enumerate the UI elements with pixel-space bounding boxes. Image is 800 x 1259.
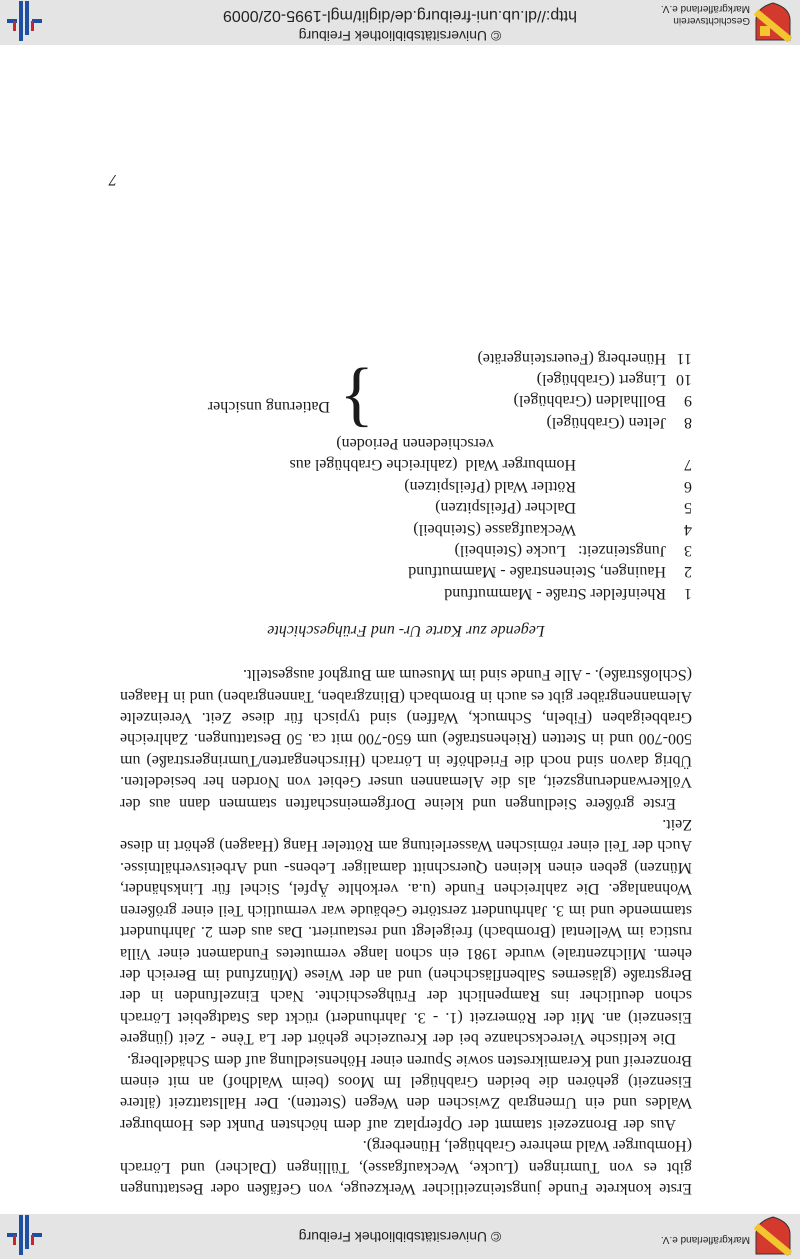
society-name: Geschichtsverein bbox=[673, 15, 750, 26]
legend-item: 9 Bollhalden (Grabhügel) bbox=[513, 392, 692, 410]
society-name: Markgräflerland e.V. bbox=[660, 3, 750, 14]
legend-item: 5 Dalcher (Pfeilspitzen) bbox=[435, 499, 692, 517]
paragraph: Aus der Bronzezeit stammt der Opferplatz auf dem höchsten Punkt des Homburger Waldes und ein Urnengrab Zwischen den Wegen (Stetten). Der Hallstattzeit (ältere Eisenzeit) gehören die beiden Grabhügel Im Moos (beim Waldhof) an mit einem Bronzereif und Keramikresten sowie Spuren einer Höhensiedlung auf dem Schädelberg. bbox=[120, 1051, 692, 1133]
paragraph: Erste größere Siedlungen und kleine Dorfgemeinschaften stammen dann aus der Völkerwanderungszeit, als die Alemannen unser Gebiet von Norden her besiedelten. Übrig davon sind noch die Friedhöfe in Lörrach (Hirschengarten/Tumringerstraße) um 500-700 und in Stetten (Riehenstraße) um 650-700 mit ca. 50 Bestattungen. Zahlreiche Grabbeigaben (Fibeln, Schmuck, Waffen) sind typisch für diese Zeit. Vereinzelte Alemannengräber gibt es auch in Brombach (Blinzgraben, Tannengraben) und in Haagen (Schloßstraße). - Alle Funde sind im Museum am Burghof ausgestellt. bbox=[120, 666, 692, 812]
document-page bbox=[120, 347, 692, 1199]
legend-item: verschiedenen Perioden) bbox=[336, 435, 494, 453]
header-credit: © Universitätsbibliothek Freiburg bbox=[298, 28, 502, 44]
legend-list bbox=[120, 347, 692, 604]
legend-item: 11 Hünerberg (Feuersteingeräte) bbox=[477, 349, 692, 367]
brace-symbol: } bbox=[339, 360, 374, 441]
footer-credit: © Universitätsbibliothek Freiburg bbox=[298, 1229, 502, 1245]
legend-item: 10 Lingert (Grabhügel) bbox=[536, 370, 692, 388]
legend-item: 8 Jelten (Grabhügel) bbox=[546, 413, 692, 431]
paragraph: Die keltische Viereckschanze bei der Kreuzeiche gehört der La Tène - Zeit (jüngere Eisenzeit) an. Mit der Römerzeit (1. - 3. Jahrhundert) rückt das Stadtgebiet Lörrach schon deutlicher ins Rampenlicht der Frühgeschichte. Nach Einzelfunden in der Bergstraße (gläsernes Salbenfläschchen) und an der Wiese (Münzfund im Bereich der ehem. Milchzentrale) wurde 1981 ein schon lange vermutetes Fundament einer Villa rustica im Wellental (Brombach) freigelegt und restauriert. Das aus dem 2. Jahrhundert stammende und im 3. Jahrhundert zerstörte Gebäude war vermutlich Teil einer größeren Wohnanlage. Die zahlreichen Funde (u.a. verkohlte Äpfel, Sichel für Linkshänder, Münzen) geben einen kleinen Querschnitt damaliger Lebens- und Arbeitsverhältnisse. Auch der Teil einer römischen Wasserleitung am Rötteler Hang (Haagen) gehört in diese Zeit. bbox=[120, 816, 692, 1048]
society-crest-icon bbox=[754, 1216, 792, 1256]
legend-item: 2 Hauingen, Steinenstraße - Mammutfund bbox=[408, 563, 692, 581]
legend-item: 6 Röttler Wald (Pfeilspitzen) bbox=[404, 477, 692, 495]
legend-item: 1 Rheinfelder Straße - Mammutfund bbox=[444, 584, 692, 602]
paragraph: Erste konkrete Funde jungsteinzeitlicher Werkzeuge, von Gefäßen oder Bestattungen gibt es von Tumringen (Lucke, Weckaufgasse), Tüllingen (Dalcher) und Lörrach (Homburger Wald mehrere Grabhügel, Hünerberg). bbox=[120, 1137, 692, 1197]
header-url: http://dl.ub.uni-freiburg.de/diglit/mgl-1995-02/0009 bbox=[223, 7, 577, 24]
footer-bar bbox=[0, 1214, 800, 1259]
legend-title: Legende zur Karte Ur- und Frühgeschichte bbox=[267, 621, 545, 639]
legend-item: 4 Weckaufgasse (Steinbeil) bbox=[413, 520, 692, 538]
society-name: Markgräflerland e.V. bbox=[660, 1234, 750, 1245]
society-crest-icon bbox=[754, 2, 792, 42]
header-bar bbox=[0, 0, 800, 45]
legend-item: 3 Jungsteinzeit: Lucke (Steinbeil) bbox=[454, 542, 692, 560]
brace-note: Datierung unsicher bbox=[207, 397, 330, 415]
legend-item: 7 Homburger Wald (zahlreiche Grabhügel aus bbox=[289, 456, 692, 474]
page-number: 7 bbox=[109, 171, 117, 188]
